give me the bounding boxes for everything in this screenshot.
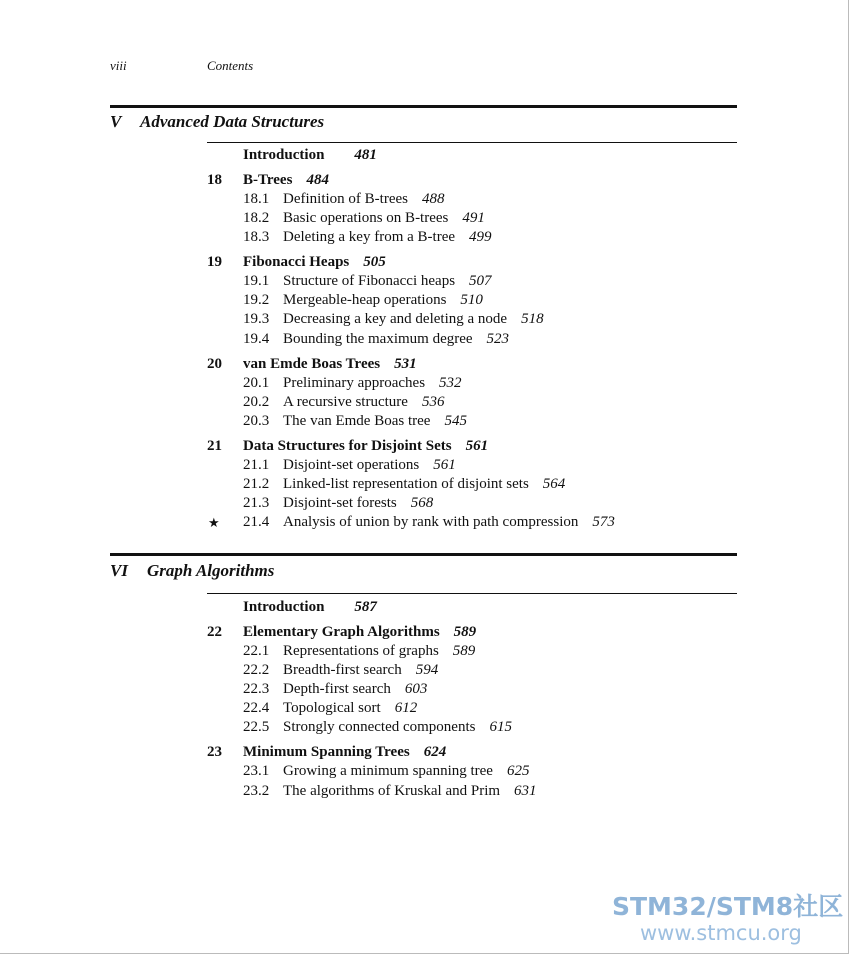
chapter-title: Elementary Graph Algorithms bbox=[243, 624, 440, 640]
chapter-number: 18 bbox=[207, 172, 222, 188]
page-ref: 573 bbox=[592, 514, 615, 530]
section-number: 23.1 bbox=[243, 763, 270, 779]
section-title: Structure of Fibonacci heaps bbox=[283, 273, 456, 289]
page-ref: 518 bbox=[521, 311, 544, 327]
section-entry[interactable] bbox=[283, 494, 433, 512]
chapter-entry[interactable] bbox=[243, 743, 446, 761]
section-title: Decreasing a key and deleting a node bbox=[283, 311, 508, 327]
chapter-entry[interactable] bbox=[243, 171, 329, 189]
section-number: 18.1 bbox=[243, 191, 270, 207]
section-entry[interactable] bbox=[283, 393, 444, 411]
part-subrule bbox=[207, 142, 737, 143]
chapter-title: Minimum Spanning Trees bbox=[243, 744, 410, 760]
introduction-entry[interactable] bbox=[243, 146, 377, 164]
running-title: Contents bbox=[207, 58, 254, 73]
page-ref: 561 bbox=[465, 438, 489, 454]
section-entry[interactable] bbox=[283, 330, 509, 348]
section-number: 19.3 bbox=[243, 311, 270, 327]
chapter-number: 22 bbox=[207, 624, 222, 640]
chapter-entry[interactable] bbox=[243, 355, 417, 373]
page-ref: 532 bbox=[439, 375, 462, 391]
section-number: 20.2 bbox=[243, 394, 270, 410]
section-title: Linked-list representation of disjoint sets bbox=[283, 476, 529, 492]
section-entry[interactable] bbox=[283, 762, 529, 780]
section-entry[interactable] bbox=[283, 513, 615, 531]
part-subrule bbox=[207, 593, 737, 594]
section-title: Mergeable-heap operations bbox=[283, 292, 447, 308]
page-ref: 631 bbox=[514, 783, 537, 799]
section-title: Depth-first search bbox=[283, 681, 391, 697]
page-ref: 505 bbox=[363, 254, 386, 270]
page-ref: 499 bbox=[469, 229, 492, 245]
section-title: Preliminary approaches bbox=[283, 375, 426, 391]
watermark-title: STM32/STM8社区 bbox=[612, 892, 844, 921]
section-number: 22.5 bbox=[243, 719, 270, 735]
watermark-url: www.stmcu.org bbox=[640, 921, 802, 945]
section-number: 19.4 bbox=[243, 331, 270, 347]
section-number: 21.2 bbox=[243, 476, 270, 492]
section-number: 21.1 bbox=[243, 457, 270, 473]
page-ref: 545 bbox=[444, 413, 467, 429]
page-ref: 624 bbox=[423, 744, 447, 760]
chapter-entry[interactable] bbox=[243, 253, 386, 271]
section-entry[interactable] bbox=[283, 190, 444, 208]
page-ref: 589 bbox=[452, 643, 476, 659]
section-entry[interactable] bbox=[283, 310, 544, 328]
section-entry[interactable] bbox=[283, 782, 537, 800]
section-number: 22.1 bbox=[243, 643, 270, 659]
section-number: 19.2 bbox=[243, 292, 270, 308]
page-ref: 491 bbox=[462, 210, 485, 226]
section-entry[interactable] bbox=[283, 412, 467, 430]
chapter-entry[interactable] bbox=[243, 623, 476, 641]
section-number: 20.3 bbox=[243, 413, 270, 429]
chapter-number: 19 bbox=[207, 254, 222, 270]
section-entry[interactable] bbox=[283, 475, 565, 493]
section-entry[interactable] bbox=[283, 374, 462, 392]
page-ref: 510 bbox=[460, 292, 483, 308]
section-entry[interactable] bbox=[283, 718, 512, 736]
section-number: 22.2 bbox=[243, 662, 270, 678]
part-rule bbox=[110, 105, 737, 108]
chapter-title: Data Structures for Disjoint Sets bbox=[243, 438, 452, 454]
page-ref: 536 bbox=[421, 394, 445, 410]
chapter-title: Fibonacci Heaps bbox=[243, 254, 350, 270]
section-number: 19.1 bbox=[243, 273, 270, 289]
page-ref: 481 bbox=[354, 147, 377, 163]
section-entry[interactable] bbox=[283, 291, 483, 309]
section-title: Representations of graphs bbox=[283, 643, 439, 659]
page-ref: 531 bbox=[394, 356, 417, 372]
section-title: Disjoint-set forests bbox=[283, 495, 397, 511]
section-number: 22.4 bbox=[243, 700, 270, 716]
part-heading bbox=[110, 112, 324, 132]
page-ref: 568 bbox=[410, 495, 434, 511]
section-number: 22.3 bbox=[243, 681, 270, 697]
page-ref: 594 bbox=[415, 662, 439, 678]
introduction-entry[interactable] bbox=[243, 598, 377, 616]
section-entry[interactable] bbox=[283, 642, 475, 660]
chapter-number: 21 bbox=[207, 438, 222, 454]
page-number: viii bbox=[110, 58, 127, 73]
section-title: Growing a minimum spanning tree bbox=[283, 763, 493, 779]
section-title: Disjoint-set operations bbox=[283, 457, 420, 473]
section-title: Deleting a key from a B-tree bbox=[283, 229, 456, 245]
section-entry[interactable] bbox=[283, 699, 417, 717]
starred-section-marker: ★ bbox=[208, 515, 220, 530]
part-title: Advanced Data Structures bbox=[140, 112, 325, 131]
section-number: 21.4 bbox=[243, 514, 270, 530]
section-entry[interactable] bbox=[283, 209, 485, 227]
section-entry[interactable] bbox=[283, 456, 456, 474]
section-number: 20.1 bbox=[243, 375, 270, 391]
section-entry[interactable] bbox=[283, 661, 438, 679]
chapter-entry[interactable] bbox=[243, 437, 488, 455]
watermark bbox=[612, 893, 843, 945]
section-title: Breadth-first search bbox=[283, 662, 402, 678]
section-title: A recursive structure bbox=[283, 394, 408, 410]
part-number: VI bbox=[110, 561, 128, 580]
section-title: Bounding the maximum degree bbox=[283, 331, 473, 347]
section-title: The van Emde Boas tree bbox=[283, 413, 431, 429]
page-ref: 625 bbox=[506, 763, 530, 779]
part-title: Graph Algorithms bbox=[147, 561, 275, 580]
page-ref: 507 bbox=[469, 273, 492, 289]
section-number: 18.2 bbox=[243, 210, 270, 226]
section-entry[interactable] bbox=[283, 272, 492, 290]
section-title: Strongly connected components bbox=[283, 719, 476, 735]
chapter-number: 20 bbox=[207, 356, 222, 372]
section-title: Basic operations on B-trees bbox=[283, 210, 449, 226]
page-ref: 589 bbox=[453, 624, 477, 640]
page-ref: 484 bbox=[306, 172, 329, 188]
part-rule bbox=[110, 553, 737, 556]
page-ref: 615 bbox=[489, 719, 512, 735]
section-number: 21.3 bbox=[243, 495, 270, 511]
page-ref: 488 bbox=[421, 191, 445, 207]
page-ref: 564 bbox=[542, 476, 566, 492]
page-ref: 561 bbox=[433, 457, 456, 473]
section-number: 18.3 bbox=[243, 229, 270, 245]
section-entry[interactable] bbox=[283, 228, 492, 246]
section-entry[interactable] bbox=[283, 680, 427, 698]
part-heading bbox=[110, 561, 274, 581]
section-title: Analysis of union by rank with path compression bbox=[283, 514, 579, 530]
chapter-number: 23 bbox=[207, 744, 222, 760]
chapter-title: B-Trees bbox=[243, 172, 293, 188]
page-ref: 587 bbox=[354, 599, 377, 615]
section-title: Definition of B-trees bbox=[283, 191, 408, 207]
introduction-label: Introduction bbox=[243, 147, 325, 163]
page-ref: 603 bbox=[404, 681, 428, 697]
introduction-label: Introduction bbox=[243, 599, 325, 615]
section-number: 23.2 bbox=[243, 783, 270, 799]
part-number: V bbox=[110, 112, 122, 131]
chapter-title: van Emde Boas Trees bbox=[243, 356, 381, 372]
section-title: The algorithms of Kruskal and Prim bbox=[283, 783, 501, 799]
page-ref: 612 bbox=[394, 700, 418, 716]
section-title: Topological sort bbox=[283, 700, 381, 716]
page-ref: 523 bbox=[486, 331, 510, 347]
